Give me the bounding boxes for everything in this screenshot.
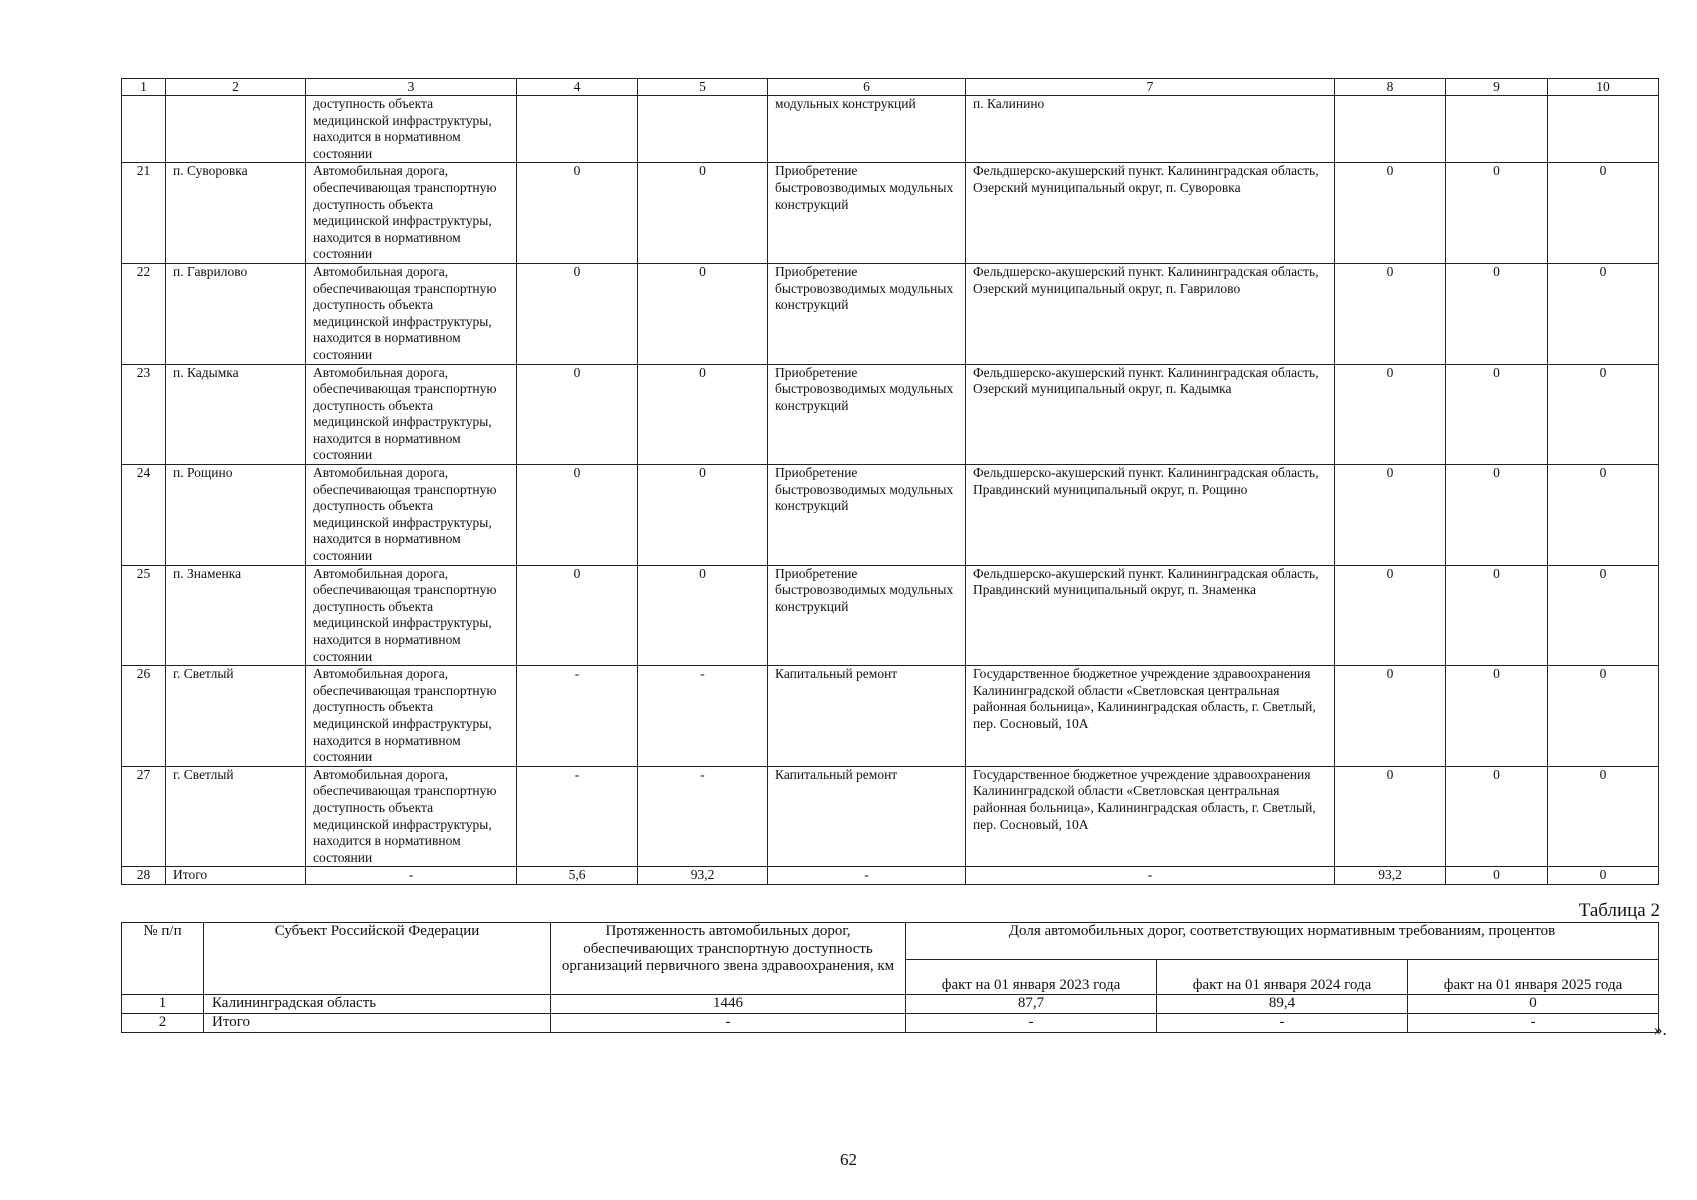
table-row — [122, 364, 1659, 465]
value-cell — [1335, 96, 1446, 163]
value-cell: 0 — [517, 565, 638, 666]
share-2023-cell: - — [906, 1014, 1157, 1033]
closing-quote: ». — [1654, 1020, 1667, 1039]
value-cell: 0 — [1446, 364, 1548, 465]
object-cell: Фельдшерско-акушерский пункт. Калининградская область, Озерский муниципальный округ, п. Суворовка — [966, 163, 1335, 264]
table-row — [122, 465, 1659, 566]
object-cell: п. Калинино — [966, 96, 1335, 163]
row-number: 28 — [122, 867, 166, 885]
value-cell: 5,6 — [517, 867, 638, 885]
action-cell: Капитальный ремонт — [768, 666, 966, 767]
value-cell: 0 — [638, 263, 768, 364]
settlement-cell: г. Светлый — [166, 766, 306, 867]
column-number: 1 — [122, 79, 166, 96]
object-cell: Фельдшерско-акушерский пункт. Калининградская область, Озерский муниципальный округ, п. Кадымка — [966, 364, 1335, 465]
value-cell: - — [306, 867, 517, 885]
settlement-cell: п. Знаменка — [166, 565, 306, 666]
settlement-cell: г. Светлый — [166, 666, 306, 767]
value-cell — [1548, 96, 1659, 163]
value-cell: 0 — [1548, 263, 1659, 364]
value-cell: 0 — [1548, 666, 1659, 767]
infrastructure-table — [121, 78, 1659, 885]
object-cell: Фельдшерско-акушерский пункт. Калининградская область, Правдинский муниципальный округ, п. Рощино — [966, 465, 1335, 566]
value-cell: 0 — [1446, 465, 1548, 566]
value-cell: 0 — [1446, 263, 1548, 364]
total-label: Итого — [166, 867, 306, 885]
action-cell: Капитальный ремонт — [768, 766, 966, 867]
table-row — [122, 565, 1659, 666]
row-number: 27 — [122, 766, 166, 867]
value-cell: - — [768, 867, 966, 885]
value-cell: 0 — [1548, 163, 1659, 264]
object-cell: Государственное бюджетное учреждение здравоохранения Калининградской области «Светловская центральная районная больница», Калининградская область, г. Светлый, пер. Сосновый, 10А — [966, 666, 1335, 767]
value-cell: 0 — [517, 364, 638, 465]
share-2025-cell: - — [1408, 1014, 1659, 1033]
header-length: Протяженность автомобильных дорог, обеспечивающих транспортную доступность организаций первичного звена здравоохранения, км — [551, 923, 906, 995]
page-number: 62 — [840, 1150, 857, 1169]
value-cell: 0 — [1335, 465, 1446, 566]
value-cell: 0 — [1335, 364, 1446, 465]
value-cell: 0 — [1446, 163, 1548, 264]
total-row — [122, 867, 1659, 885]
length-cell: 1446 — [551, 995, 906, 1014]
value-cell: 93,2 — [638, 867, 768, 885]
subject-cell: Калининградская область — [204, 995, 551, 1014]
road-status-cell: Автомобильная дорога, обеспечивающая транспортную доступность объекта медицинской инфраструктуры, находится в нормативном состоянии — [306, 263, 517, 364]
value-cell — [638, 96, 768, 163]
value-cell: 0 — [1335, 666, 1446, 767]
column-number: 2 — [166, 79, 306, 96]
object-cell: Фельдшерско-акушерский пункт. Калининградская область, Озерский муниципальный округ, п. Гаврилово — [966, 263, 1335, 364]
settlement-cell — [166, 96, 306, 163]
column-number: 9 — [1446, 79, 1548, 96]
row-number: 23 — [122, 364, 166, 465]
value-cell: - — [517, 666, 638, 767]
column-number: 7 — [966, 79, 1335, 96]
share-2024-cell: - — [1157, 1014, 1408, 1033]
column-number-row — [122, 79, 1659, 96]
row-number: 26 — [122, 666, 166, 767]
column-number: 5 — [638, 79, 768, 96]
value-cell: - — [966, 867, 1335, 885]
value-cell — [1446, 96, 1548, 163]
value-cell: 0 — [1335, 766, 1446, 867]
settlement-cell: п. Рощино — [166, 465, 306, 566]
column-number: 6 — [768, 79, 966, 96]
road-status-cell: Автомобильная дорога, обеспечивающая транспортную доступность объекта медицинской инфраструктуры, находится в нормативном состоянии — [306, 163, 517, 264]
value-cell: 0 — [1548, 465, 1659, 566]
column-number: 10 — [1548, 79, 1659, 96]
table-row — [122, 995, 1659, 1014]
header-row — [122, 923, 1659, 960]
value-cell: - — [638, 666, 768, 767]
settlement-cell: п. Гаврилово — [166, 263, 306, 364]
road-status-cell: Автомобильная дорога, обеспечивающая транспортную доступность объекта медицинской инфраструктуры, находится в нормативном состоянии — [306, 364, 517, 465]
value-cell: 0 — [517, 263, 638, 364]
action-cell: Приобретение быстровозводимых модульных конструкций — [768, 465, 966, 566]
column-number: 8 — [1335, 79, 1446, 96]
header-2023: факт на 01 января 2023 года — [906, 960, 1157, 995]
value-cell: 0 — [1548, 867, 1659, 885]
table-row — [122, 766, 1659, 867]
value-cell: 0 — [1548, 364, 1659, 465]
header-2025: факт на 01 января 2025 года — [1408, 960, 1659, 995]
row-number: 21 — [122, 163, 166, 264]
action-cell: Приобретение быстровозводимых модульных конструкций — [768, 163, 966, 264]
action-cell: Приобретение быстровозводимых модульных конструкций — [768, 364, 966, 465]
value-cell: 0 — [1335, 263, 1446, 364]
road-status-cell: Автомобильная дорога, обеспечивающая транспортную доступность объекта медицинской инфраструктуры, находится в нормативном состоянии — [306, 565, 517, 666]
settlement-cell: п. Кадымка — [166, 364, 306, 465]
share-2025-cell: 0 — [1408, 995, 1659, 1014]
value-cell — [517, 96, 638, 163]
value-cell: 0 — [1446, 565, 1548, 666]
length-cell: - — [551, 1014, 906, 1033]
value-cell: 0 — [517, 163, 638, 264]
value-cell: 0 — [1548, 565, 1659, 666]
value-cell: 0 — [1335, 163, 1446, 264]
value-cell: 0 — [638, 565, 768, 666]
value-cell: - — [638, 766, 768, 867]
header-share: Доля автомобильных дорог, соответствующих нормативным требованиям, процентов — [906, 923, 1659, 960]
road-status-cell: доступность объекта медицинской инфраструктуры, находится в нормативном состоянии — [306, 96, 517, 163]
action-cell: Приобретение быстровозводимых модульных конструкций — [768, 565, 966, 666]
object-cell: Фельдшерско-акушерский пункт. Калининградская область, Правдинский муниципальный округ, п. Знаменка — [966, 565, 1335, 666]
road-status-cell: Автомобильная дорога, обеспечивающая транспортную доступность объекта медицинской инфраструктуры, находится в нормативном состоянии — [306, 666, 517, 767]
share-2024-cell: 89,4 — [1157, 995, 1408, 1014]
row-number: 24 — [122, 465, 166, 566]
table-caption: Таблица 2 — [1578, 900, 1660, 921]
row-number — [122, 96, 166, 163]
road-status-cell: Автомобильная дорога, обеспечивающая транспортную доступность объекта медицинской инфраструктуры, находится в нормативном состоянии — [306, 465, 517, 566]
table-row — [122, 666, 1659, 767]
total-row — [122, 1014, 1659, 1033]
road-status-cell: Автомобильная дорога, обеспечивающая транспортную доступность объекта медицинской инфраструктуры, находится в нормативном состоянии — [306, 766, 517, 867]
value-cell: 0 — [638, 364, 768, 465]
value-cell: 0 — [638, 465, 768, 566]
table-row — [122, 96, 1659, 163]
value-cell: 0 — [1446, 867, 1548, 885]
header-num: № п/п — [122, 923, 204, 995]
table-row — [122, 163, 1659, 264]
value-cell: - — [517, 766, 638, 867]
header-subject: Субъект Российской Федерации — [204, 923, 551, 995]
value-cell: 0 — [1446, 666, 1548, 767]
value-cell: 0 — [638, 163, 768, 264]
row-number: 2 — [122, 1014, 204, 1033]
value-cell: 0 — [517, 465, 638, 566]
object-cell: Государственное бюджетное учреждение здравоохранения Калининградской области «Светловская центральная районная больница», Калининградская область, г. Светлый, пер. Сосновый, 10А — [966, 766, 1335, 867]
share-2023-cell: 87,7 — [906, 995, 1157, 1014]
value-cell: 0 — [1446, 766, 1548, 867]
settlement-cell: п. Суворовка — [166, 163, 306, 264]
row-number: 22 — [122, 263, 166, 364]
action-cell: Приобретение быстровозводимых модульных конструкций — [768, 263, 966, 364]
subject-cell: Итого — [204, 1014, 551, 1033]
road-share-table — [121, 922, 1659, 1033]
column-number: 4 — [517, 79, 638, 96]
value-cell: 0 — [1548, 766, 1659, 867]
value-cell: 0 — [1335, 565, 1446, 666]
row-number: 1 — [122, 995, 204, 1014]
action-cell: модульных конструкций — [768, 96, 966, 163]
row-number: 25 — [122, 565, 166, 666]
header-2024: факт на 01 января 2024 года — [1157, 960, 1408, 995]
table-row — [122, 263, 1659, 364]
column-number: 3 — [306, 79, 517, 96]
value-cell: 93,2 — [1335, 867, 1446, 885]
